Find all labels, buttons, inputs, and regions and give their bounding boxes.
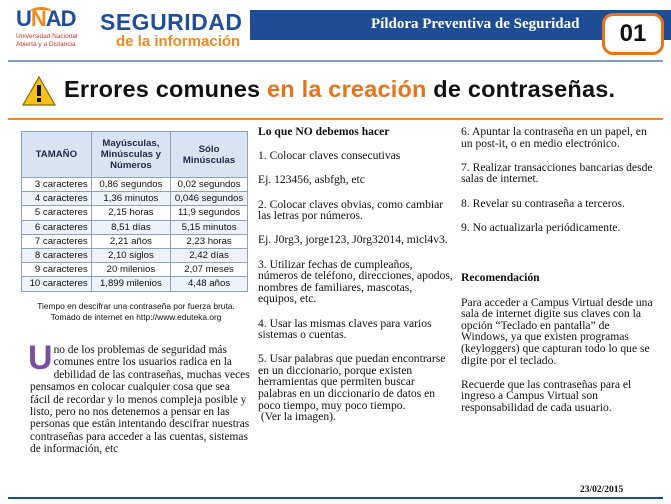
donts-item: 4. Usar las mismas claves para varios sistemas o cuentas. [258,316,432,342]
table-row [22,192,248,206]
table-row [22,206,248,220]
table-cell-lower: 11,9 segundos [171,206,248,220]
donts-item [258,353,454,423]
logo-subtitle [16,33,77,49]
donts-item-note: (Ver la imagen). [260,410,336,424]
donts-item: 7. Realizar transacciones bancarias desde salas de internet. [461,160,653,186]
recommendation-heading: Recomendación [461,271,540,285]
donts-item: 6. Apuntar la contraseña en un papel, en un post-it, o en medio electrónico. [461,125,647,150]
donts-heading: Lo que NO debemos hacer [258,125,390,138]
table-row [22,178,248,192]
table-row [22,220,248,234]
header [0,0,671,56]
page-title-part-1: Errores comunes [64,76,268,102]
logo-letters [16,6,76,32]
table-header-lower: Sólo Minúsculas [171,132,248,178]
table-cell-size: 3 caracteres [22,178,92,192]
table-cell-lower: 2,23 horas [171,234,248,248]
intro-text: no de los problemas de seguridad más comunes entre los usuarios radica en la debilidad de las contraseñas, muchas veces pensamos en colocar cualquier cosa que sea fácil de recordar y lo menos compleja posible y listo, pero no nos detenemos a pensar en las personas que están intentando descifrar nuestras contraseñas para acceder a las cuentas, sistemas de información, etc [30,344,250,456]
table-row [22,277,248,291]
table-cell-mixed: 2,21 años [91,234,170,248]
table-cell-lower: 0,02 segundos [171,178,248,192]
brand-title: SEGURIDAD [100,9,243,35]
logo-subtitle-line-1: Universidad Nacional [16,33,78,40]
table-cell-size: 7 caracteres [22,234,92,248]
page-title [64,76,615,103]
donts-item: 3. Utilizar fechas de cumpleaños, números de teléfono, direcciones, apodos, nombres de familiares, mascotas, equipos, etc. [258,257,453,306]
table-header-row [22,132,248,178]
table-cell-size: 6 caracteres [22,220,92,234]
intro-dropcap: U [28,339,53,377]
table-cell-size: 10 caracteres [22,277,92,291]
logo-letter-n: N [30,6,46,31]
header-bar-title: Píldora Preventiva de Seguridad [371,16,580,32]
table-cell-lower: 5,15 minutos [171,220,248,234]
donts-item-text: 5. Usar palabras que puedan encontrarse en un diccionario, porque existen herramientas que permiten buscar palabras en un diccionario de datos en poco tiempo, muy poco tiempo. [258,352,446,412]
table-cell-mixed: 8,51 días [91,220,170,234]
page-title-part-2: de contraseñas. [426,76,616,102]
brand-subtitle: de la información [116,33,241,50]
page-title-accent: en la creación [267,76,427,102]
table-caption-line-2: Tomado de internet en http://www.eduteka.org [50,311,222,322]
crack-time-table-wrap [21,131,248,292]
table-cell-lower: 2,42 días [171,248,248,262]
table-cell-size: 8 caracteres [22,248,92,262]
crack-time-table [21,131,248,292]
divider-bottom [8,497,663,499]
table-cell-mixed: 2,15 horas [91,206,170,220]
table-cell-lower: 0,046 segundos [171,192,248,206]
table-header-mixed: Mayúsculas, Minúsculas y Números [91,132,170,178]
donts-item: 1. Colocar claves consecutivas [258,149,401,163]
logo-letters-ad: AD [45,6,76,31]
divider-top [8,60,663,62]
table-cell-size: 5 caracteres [22,206,92,220]
recommendation-text: Recuerde que las contraseñas para el ingreso a Campus Virtual son responsabilidad de cada usuario. [461,377,632,414]
table-header-size: TAMAÑO [22,132,92,178]
unad-logo [16,6,96,52]
page-title-row [22,74,662,110]
issue-number: 01 [619,20,647,47]
table-cell-mixed: 2,10 siglos [91,248,170,262]
donts-example: Ej. J0rg3, jorge123, J0rg32014, micl4v3. [258,233,448,247]
donts-column [258,126,454,423]
table-row [22,263,248,277]
logo-letter-u: U [16,6,31,31]
table-cell-mixed: 0,86 segundos [91,178,170,192]
donts-example: Ej. 123456, asbfgh, etc [258,173,365,187]
table-row [22,234,248,248]
warning-icon [22,76,56,106]
recommendation-text: Para acceder a Campus Virtual desde una sala de internet digite sus claves con la opción “Teclado en pantalla” de Windows, ya que existen programas (keyloggers) que capturan todo lo que se digite por el teclado. [461,295,653,367]
divider-title [8,118,663,120]
intro-paragraph [28,339,250,456]
table-cell-mixed: 1,899 milenios [91,277,170,291]
table-caption-line-1: Tiempo en descifrar una contraseña por fuerza bruta. [37,301,235,311]
table-cell-lower: 2,07 meses [171,263,248,277]
donts-item: 8. Revelar su contraseña a terceros. [461,196,625,210]
table-caption [21,301,251,322]
table-cell-size: 4 caracteres [22,192,92,206]
publication-date: 23/02/2015 [580,485,624,495]
table-cell-mixed: 1,36 minutos [91,192,170,206]
donts-item: 9. No actualizarla periódicamente. [461,220,621,234]
right-column [461,126,659,426]
issue-badge [602,13,664,55]
table-cell-lower: 4,48 años [171,277,248,291]
logo-subtitle-line-2: Abierta y a Distancia [16,41,76,48]
table-cell-mixed: 20 milenios [91,263,170,277]
donts-item: 2. Colocar claves obvias, como cambiar las letras por números. [258,197,444,223]
table-row [22,248,248,262]
table-cell-size: 9 caracteres [22,263,92,277]
